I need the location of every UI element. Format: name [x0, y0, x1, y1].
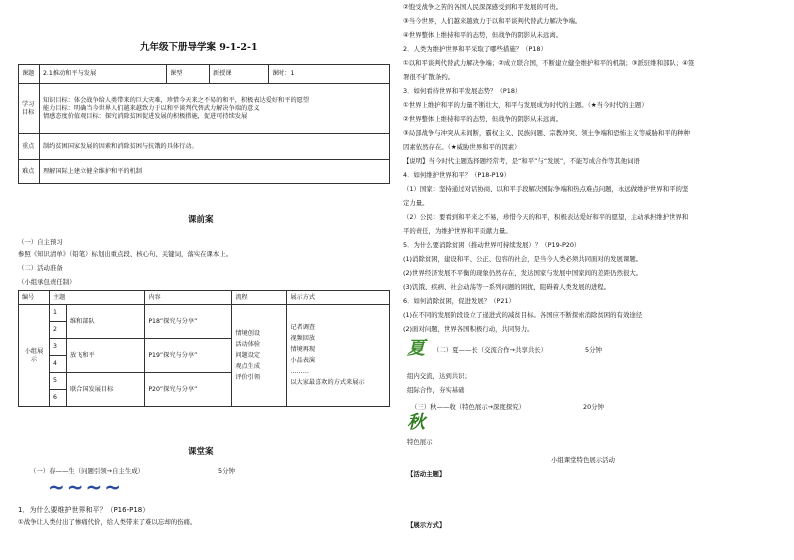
right-line: 3．如何看待世界和平发展态势？（P18） — [403, 87, 522, 95]
period-value: 课时：1 — [269, 65, 390, 84]
label-key: 重点 — [19, 134, 40, 160]
flow-3: 问题设定 — [235, 351, 261, 359]
right-line: (2)面对问题，世界各国积极行动，共同努力。 — [403, 325, 534, 333]
theme-1: 维和部队 — [67, 305, 145, 339]
right-line: ①世界上维护和平的力量不断壮大，和平与发展成为时代的主题。（★当今时代的主题） — [403, 101, 648, 109]
right-line: 5．为什么要消除贫困（推动世界可持续发展）？（P19-P20） — [403, 241, 581, 249]
right-line: 平的责任，为维护世界和平贡献力量。 — [403, 227, 512, 235]
autumn-heading: （三）秋——收（特色展示→深度探究） — [411, 403, 525, 411]
goal-ability: 能力目标：明确当今世界人们越来越致力于以和平谈判代替武力解决争端的意义 — [43, 104, 260, 112]
right-line: (2)世界经济发展不平衡的现象仍然存在，发达国家与发展中国家间的差距仍然很大。 — [403, 269, 643, 277]
doc-title: 九年级下册导学案 9-1-2-1 — [140, 42, 258, 53]
pre-class-heading: 课前案 — [188, 215, 214, 225]
content-3: P20”探究与分享” — [145, 373, 232, 407]
act-header-flow: 流程 — [232, 291, 287, 305]
flow-2: 活动体验 — [235, 340, 261, 348]
right-line: ①以和平谈判代替武力解决争端；②成立联合国，不断建立健全维护和平的机制；③派驻维和部队；④签 — [403, 59, 695, 67]
row-num: 5 — [50, 373, 67, 390]
goal-attitude: 情感态度价值观目标：探究消除贫困促进发展的积极措施，促进可持续发展 — [43, 112, 248, 120]
display-6: 以大家最喜欢的方式来展示 — [290, 379, 365, 386]
content-2: P19”探究与分享” — [145, 339, 232, 373]
row-num: 4 — [50, 356, 67, 373]
row-num: 3 — [50, 339, 67, 356]
right-line: （2）公民：要看到和平来之不易，珍惜今天的和平，积极表达爱好和平的愿望，主动承担维护世界和 — [403, 213, 689, 221]
display-cell — [287, 305, 390, 407]
flow-1: 情境创设 — [235, 329, 261, 337]
feature-label: 特色展示 — [407, 438, 433, 446]
right-line: 2．人类为维护世界和平采取了哪些措施？（P18） — [403, 45, 547, 53]
summer-step-a: 组内交流，达到共识； — [407, 372, 471, 380]
theme-label: 【活动主题】 — [407, 470, 446, 478]
right-line: 署很不扩散条约。 — [403, 73, 455, 81]
self-study-text: 参照《知识清单》（铅笔）标划出重点段、核心句、关键词，落实在课本上。 — [18, 250, 233, 258]
label-difficulty: 难点 — [19, 160, 40, 184]
activity-table — [18, 290, 390, 407]
goals-cell — [40, 84, 390, 134]
autumn-logo: 秋 — [407, 412, 425, 433]
question-1-answer: ①战争让人类付出了惨痛代价，给人类带来了难以忘却的伤痛。 — [18, 518, 197, 526]
summer-logo: 夏 — [407, 338, 425, 359]
summer-step-b: 组际合作，夯实基础 — [407, 386, 465, 394]
right-line: 因素依然存在。（★威胁世界和平的因素） — [403, 143, 521, 151]
right-line: ②饱受战争之苦的各国人民深深感受到和平发展的可贵。 — [403, 3, 563, 11]
display-4: 小品表演 — [290, 357, 316, 364]
right-line: (1)消除贫困，建设和平、公正、包容的社会，是当今人类必须共同面对的发展课题。 — [403, 255, 643, 263]
right-line: (1)在不同的发展阶段设立了递进式的减贫目标。各国应不断探索消除贫困的有效途径 — [403, 311, 643, 319]
right-line: 4．如何维护世界和平？（P18-P19） — [403, 171, 511, 179]
activity-subheading: （小组承包责任制） — [18, 278, 76, 286]
difficulty-value: 理解国际上建立健全维护和平的机制 — [40, 160, 390, 184]
group-show-label: 小组展示 — [19, 305, 50, 407]
method-label: 【展示方式】 — [407, 521, 446, 529]
autumn-time: 20分钟 — [583, 403, 604, 411]
label-goals: 学习目标 — [19, 84, 40, 134]
act-header-no: 编号 — [19, 291, 50, 305]
right-line: ③当今世界，人们越来越致力于以和平谈判代替武力解决争端。 — [403, 17, 582, 25]
theme-3: 联合国发展目标 — [67, 373, 145, 407]
flow-cell — [232, 305, 287, 407]
flow-5: 评价引领 — [235, 373, 261, 381]
goal-knowledge: 知识目标：体会战争给人类带来的巨大灾难，珍惜今天来之不易的和平，积极表达爱好和平的愿望 — [43, 96, 310, 104]
act-header-display: 展示方式 — [287, 291, 390, 305]
right-line: ③局部战争与冲突从未间断，霸权主义、民族问题、宗教冲突、领土争端和恐怖主义等威胁和平的种种 — [403, 129, 690, 137]
row-num: 6 — [50, 390, 67, 407]
display-5: ……… — [290, 368, 309, 375]
question-1: 1．为什么要维护世界和平？（P16-P18） — [18, 506, 150, 514]
right-line: （1）国家：坚持通过对话协商、以和平手段解决国际争端和热点难点问题，永远做维护世界和平的坚 — [403, 185, 689, 193]
act-header-content: 内容 — [145, 291, 232, 305]
display-3: 情境再现 — [290, 346, 316, 353]
act-header-theme: 主题 — [50, 291, 145, 305]
group-show-title: 小组课堂特色展示活动 — [551, 456, 615, 464]
right-line: 6．如何消除贫困，促进发展？（P21） — [403, 297, 515, 305]
in-class-heading: 课堂案 — [188, 447, 214, 457]
label-type: 课型 — [167, 65, 210, 84]
spring-time: 5分钟 — [218, 467, 235, 475]
row-num: 1 — [50, 305, 67, 322]
content-1: P18”探究与分享” — [145, 305, 232, 339]
display-1: 记者调查 — [290, 324, 316, 331]
header-table — [18, 64, 390, 184]
right-line: ②世界整体上维持和平的态势，但战争的阴影从未远离。 — [403, 115, 563, 123]
right-line: 定力量。 — [403, 199, 429, 207]
right-line: ④世界整体上维持和平的态势，但战争的阴影从未远离。 — [403, 31, 563, 39]
flow-4: 观点生成 — [235, 362, 261, 370]
label-topic: 课题 — [19, 65, 40, 84]
self-study-heading: （一）自主预习 — [18, 238, 63, 246]
display-2: 视频回放 — [290, 335, 316, 342]
summer-time: 5分钟 — [585, 346, 602, 354]
right-line: (3)饥饿、疾病、社会动荡等一系列问题的困扰，阻碍着人类发展的进程。 — [403, 283, 611, 291]
activity-heading: （二）活动准备 — [18, 264, 63, 272]
type-value: 新授课 — [210, 65, 269, 84]
right-line: 【说明】当今时代主题选择题经常考，是“和平”与“发展”，不能写成合作等其他词语 — [403, 157, 640, 165]
theme-2: 放飞和平 — [67, 339, 145, 373]
spring-heading: （一）春——生（问题引领→自主生成） — [30, 467, 144, 475]
spring-logo: ~~~~ — [48, 475, 124, 499]
row-num: 2 — [50, 322, 67, 339]
key-value: 制约贫困国家发展的因素和消除贫困与抗饿的具体行动。 — [40, 134, 390, 160]
topic-value: 2.1推动和平与发展 — [40, 65, 167, 84]
summer-heading: （二）夏——长（交流合作→共享共长） — [433, 346, 547, 354]
